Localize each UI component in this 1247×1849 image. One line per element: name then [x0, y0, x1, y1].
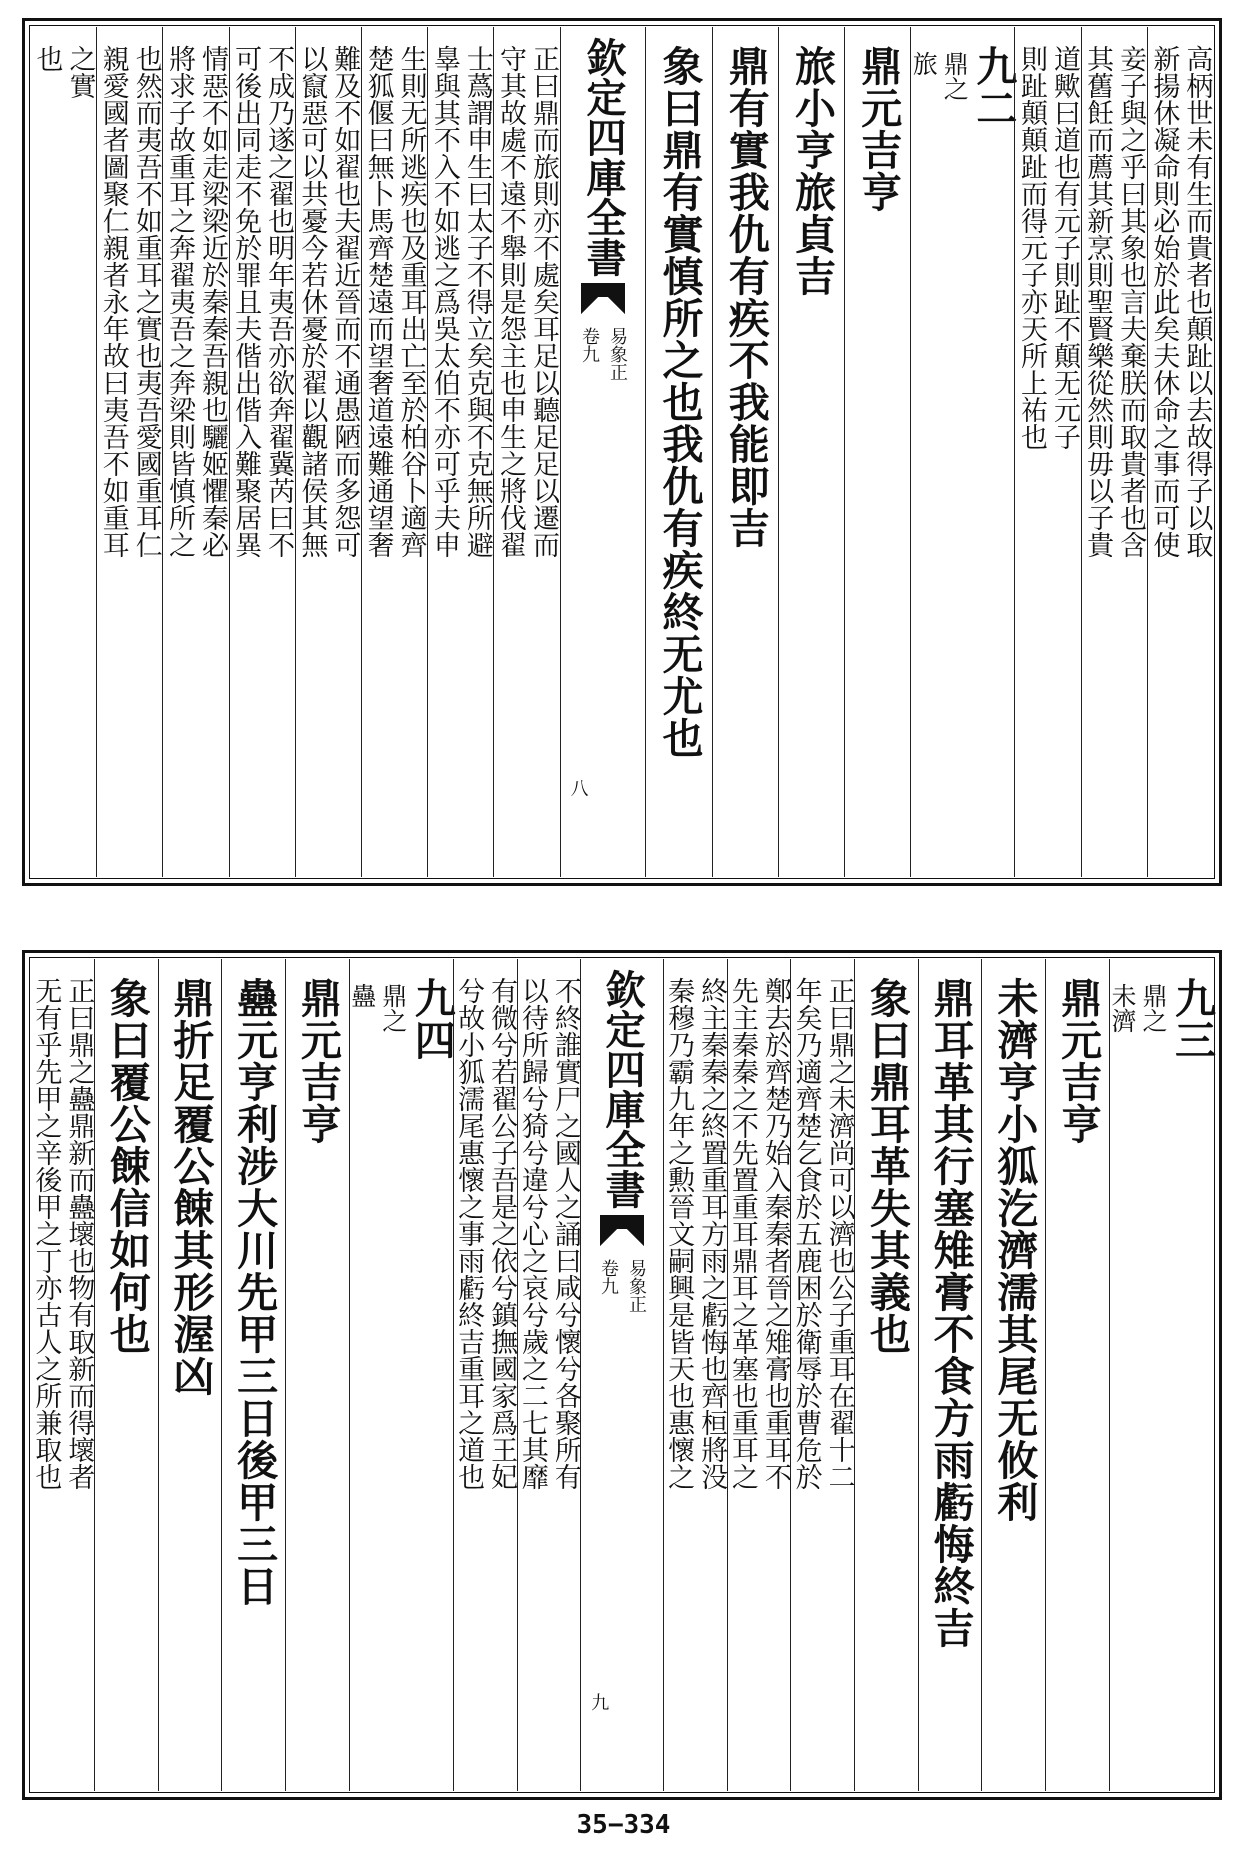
commentary-line: 以待所歸兮猗兮違兮心之哀兮歲之二七其靡: [516, 977, 548, 1490]
main-text-column: [778, 27, 844, 877]
commentary-line: 道歟曰道也有元子則趾不顛无元子: [1048, 45, 1080, 450]
commentary-column: [229, 27, 295, 877]
fishtail-mark: [594, 1215, 650, 1249]
commentary-pair: [163, 45, 228, 877]
commentary-line: 鄭去於齊楚乃始入秦秦者晉之雉膏也重耳不: [759, 977, 791, 1490]
book-volume-labels: [576, 327, 630, 381]
line-heading-column: [909, 27, 1018, 877]
leaf-number: 九: [588, 1693, 610, 1711]
banner-column: [560, 27, 646, 877]
commentary-line: 之實: [64, 45, 96, 99]
commentary-column: [96, 27, 162, 877]
hexagram-annotation: [909, 51, 970, 101]
commentary-line: 新揚休凝命則必始於此矣夫休命之事而可使: [1148, 45, 1180, 558]
commentary-pair: [453, 977, 518, 1791]
line-heading-column: [347, 959, 456, 1791]
line-number: 九三: [1168, 977, 1216, 1061]
commentary-line: 生則无所逃疾也及重耳出亡至於柏谷卜適齊: [395, 45, 427, 558]
leaf-number: 八: [567, 779, 589, 797]
upper-page-panel: [22, 18, 1222, 886]
upper-text-columns: [31, 27, 1213, 877]
commentary-pair: [663, 977, 728, 1791]
commentary-line: 妾子與之乎曰其象也言夫棄朕而取貴者也含: [1115, 45, 1147, 558]
line-heading: [347, 977, 456, 1791]
main-text: 鼎元吉亨: [1054, 977, 1103, 1145]
commentary-pair: [30, 977, 95, 1791]
commentary-column: [453, 959, 517, 1791]
commentary-column: [517, 959, 581, 1791]
commentary-pair: [726, 977, 791, 1791]
main-text: 象曰覆公餗信如何也: [102, 977, 151, 1355]
main-text-column: [844, 27, 910, 877]
commentary-column: [361, 27, 427, 877]
main-text: 未濟亨小狐汔濟濡其尾无攸利: [990, 977, 1039, 1523]
main-text: 鼎有實我仇有疾不我能即吉: [721, 45, 770, 549]
main-text-column: [981, 959, 1045, 1791]
commentary-pair: [428, 45, 493, 877]
commentary-line: 辠與其不入不如逃之爲吳太伯不亦可乎夫申: [428, 45, 460, 558]
main-text-column: [712, 27, 778, 877]
commentary-column: [427, 27, 493, 877]
commentary-line: 也: [31, 45, 63, 72]
main-text-column: [221, 959, 285, 1791]
commentary-line: 不成乃遂之翟也明年夷吾亦欲奔翟冀芮曰不: [263, 45, 295, 558]
commentary-pair: [362, 45, 427, 877]
commentary-column: [295, 27, 361, 877]
commentary-pair: [1015, 45, 1080, 877]
commentary-column: [1147, 27, 1213, 877]
main-text: 鼎耳革其行塞雉膏不食方雨虧悔終吉: [926, 977, 975, 1649]
commentary-column: [31, 959, 94, 1791]
commentary-line: 終主秦秦之終置重耳方雨之虧悔也齊桓將没: [696, 977, 728, 1490]
commentary-column: [663, 959, 727, 1791]
lower-text-columns: [30, 959, 1216, 1791]
commentary-line: 无有乎先甲之辛後甲之丁亦古人之所兼取也: [30, 977, 62, 1490]
book-series-title: 欽定四庫全書: [599, 969, 647, 1209]
commentary-pair: [230, 45, 295, 877]
commentary-column: [1014, 27, 1080, 877]
line-heading-column: [1107, 959, 1216, 1791]
commentary-pair: [790, 977, 855, 1791]
commentary-line: 年矣乃適齊楚乞食於五鹿困於衛辱於曹危於: [790, 977, 822, 1490]
commentary-line: 難及不如翟也夫翟近晉而不通愚陋而多怨可: [329, 45, 361, 558]
commentary-pair: [31, 45, 96, 877]
commentary-line: 正曰鼎之蠱鼎新而蠱壞也物有取新而得壞者: [63, 977, 95, 1490]
commentary-column: [790, 959, 854, 1791]
commentary-line: 先主秦秦之不先置重耳鼎耳之革塞也重耳之: [726, 977, 758, 1490]
commentary-line: 也然而夷吾不如重耳之實也夷吾愛國重耳仁: [130, 45, 162, 558]
volume-label: 卷九: [598, 1259, 620, 1295]
commentary-line: 秦穆乃霸九年之勲晉文嗣興是皆天也惠懷之: [663, 977, 695, 1490]
commentary-pair: [1082, 45, 1147, 877]
main-text: 旅小亨旅貞吉: [787, 45, 836, 297]
annotation-line: 蠱: [347, 983, 377, 1008]
banner-column: [580, 959, 663, 1791]
commentary-line: 親愛國者圖聚仁親者永年故曰夷吾不如重耳: [97, 45, 129, 558]
book-series-title: 欽定四庫全書: [580, 37, 628, 277]
commentary-pair: [97, 45, 162, 877]
main-text-column: [1045, 959, 1109, 1791]
main-text: 鼎元吉亨: [293, 977, 342, 1145]
main-text: 鼎折足覆公餗其形渥凶: [166, 977, 215, 1397]
commentary-line: 可後出同走不免於罪且夫偕出偕入難聚居異: [230, 45, 262, 558]
commentary-line: 情惡不如走梁梁近於秦秦吾親也驪姬懼秦必: [196, 45, 228, 558]
banner-title-block: [594, 969, 650, 1791]
annotation-line: 鼎之: [378, 983, 408, 1033]
commentary-column: [727, 959, 791, 1791]
main-text-column: [645, 27, 711, 877]
line-heading: [909, 45, 1018, 877]
commentary-line: 不終誰實尸之國人之誦曰咸兮懷兮各聚所有: [549, 977, 581, 1490]
main-text-column: [285, 959, 349, 1791]
commentary-pair: [1148, 45, 1213, 877]
commentary-line: 士蔿謂申生曰太子不得立矣克與不克無所避: [461, 45, 493, 558]
book-title: 易象正: [607, 327, 629, 381]
commentary-line: 楚狐偃曰無卜馬齊楚遠而望奢道遠難通望奢: [362, 45, 394, 558]
annotation-line: 未濟: [1107, 983, 1137, 1033]
commentary-column: [31, 27, 96, 877]
line-heading: [1107, 977, 1216, 1791]
main-text-column: [94, 959, 158, 1791]
commentary-line: 則趾顛顛趾而得元子亦天所上祐也: [1015, 45, 1047, 450]
book-volume-labels: [595, 1259, 649, 1313]
annotation-line: 鼎之: [940, 51, 970, 101]
commentary-line: 有微兮若翟公子吾是之依兮鎮撫國家爲王妃: [486, 977, 518, 1490]
main-text-column: [918, 959, 982, 1791]
hexagram-annotation: [1107, 983, 1168, 1033]
line-number: 九四: [407, 977, 456, 1061]
commentary-line: 將求子故重耳之奔翟夷吾之奔梁則皆慎所之: [163, 45, 195, 558]
commentary-line: 其舊飪而薦其新烹則聖賢樂從然則毋以子貴: [1082, 45, 1114, 558]
commentary-line: 兮故小狐濡尾惠懷之事雨虧終吉重耳之道也: [453, 977, 485, 1490]
line-number: 九二: [969, 45, 1018, 129]
commentary-column: [1081, 27, 1147, 877]
main-text: 鼎元吉亨: [854, 45, 903, 213]
main-text-column: [158, 959, 222, 1791]
commentary-pair: [296, 45, 361, 877]
book-title: 易象正: [626, 1259, 648, 1313]
main-text-column: [854, 959, 918, 1791]
commentary-pair: [516, 977, 581, 1791]
commentary-pair: [495, 45, 560, 877]
annotation-line: 鼎之: [1138, 983, 1168, 1033]
commentary-line: 正曰鼎之未濟尚可以濟也公子重耳在翟十二: [823, 977, 855, 1490]
commentary-line: 以竄惡可以共憂今若休憂於翟以觀諸侯其無: [296, 45, 328, 558]
commentary-column: [162, 27, 228, 877]
page-number: 35−334: [576, 1810, 671, 1840]
main-text: 象曰鼎有實慎所之也我仇有疾終无尤也: [655, 45, 704, 759]
main-text: 象曰鼎耳革失其義也: [862, 977, 911, 1355]
annotation-line: 旅: [909, 51, 939, 76]
banner-title-block: [575, 37, 631, 877]
lower-page-panel: [22, 950, 1222, 1800]
fishtail-mark: [575, 283, 631, 317]
commentary-line: 正曰鼎而旅則亦不處矣耳足以聽足足以遷而: [528, 45, 560, 558]
volume-label: 卷九: [579, 327, 601, 363]
commentary-line: 高柄世未有生而貴者也顛趾以去故得子以取: [1181, 45, 1213, 558]
commentary-column: [493, 27, 559, 877]
commentary-line: 守其故處不遠不舉則是怨主也申生之將伐翟: [495, 45, 527, 558]
hexagram-annotation: [347, 983, 408, 1033]
main-text: 蠱元亨利涉大川先甲三日後甲三日: [230, 977, 279, 1607]
